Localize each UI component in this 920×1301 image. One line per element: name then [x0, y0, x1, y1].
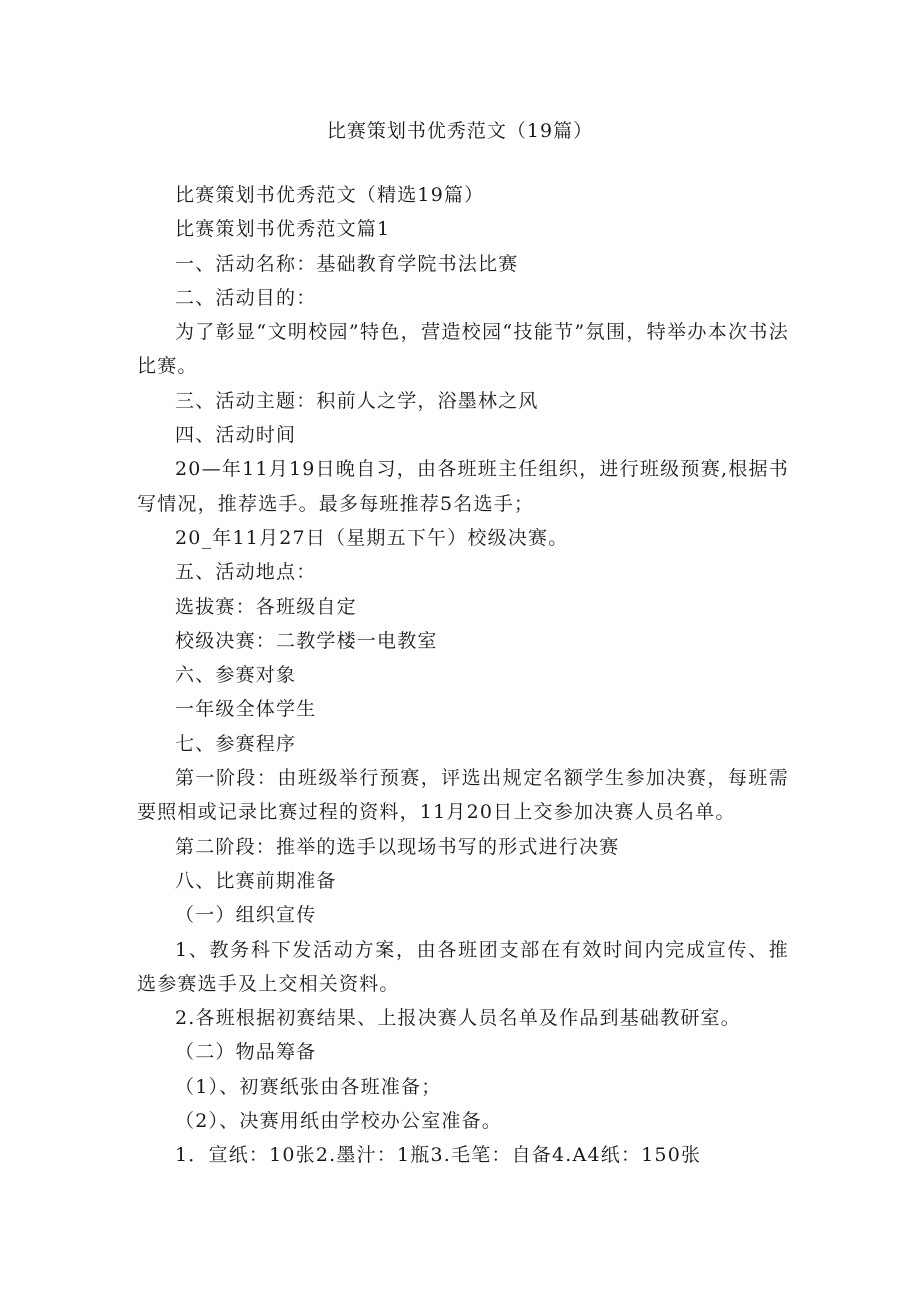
paragraph-subtitle: 比赛策划书优秀范文（精选19篇） [175, 184, 485, 206]
paragraph-stage-two: 第二阶段：推举的选手以现场书写的形式进行决赛 [175, 835, 620, 858]
paragraph-supplies-list: 1．宣纸：10张2.墨汁：1瓶3.毛笔：自备4.A4纸：150张 [175, 1144, 702, 1167]
paragraph-publicity-1: 1、教务科下发活动方案，由各班团支部在有效时间内完成宣传、推选参赛选手及上交相关资料。 [137, 938, 789, 995]
paragraph-location-final: 校级决赛：二教学楼一电教室 [175, 629, 438, 652]
document-title: 比赛策划书优秀范文（19篇） [326, 120, 594, 142]
paragraph-time-heading: 四、活动时间 [175, 424, 297, 447]
paragraph-supplies-heading: （二）物品筹备 [175, 1041, 317, 1064]
document-body [137, 178, 789, 1173]
paragraph-time-final: 20_年11月27日（星期五下午）校级决赛。 [175, 526, 569, 549]
paragraph-procedure-heading: 七、参赛程序 [175, 732, 297, 755]
paragraph-purpose-heading: 二、活动目的： [175, 286, 317, 309]
paragraph-theme: 三、活动主题：积前人之学，浴墨林之风 [175, 389, 539, 412]
paragraph-publicity-heading: （一）组织宣传 [175, 904, 317, 927]
paragraph-location-heading: 五、活动地点： [175, 561, 317, 584]
paragraph-location-prelim: 选拔赛：各班级自定 [175, 595, 357, 618]
paragraph-participants-heading: 六、参赛对象 [175, 664, 297, 687]
paragraph-participants: 一年级全体学生 [175, 698, 317, 721]
paragraph-supplies-2: （2）、决赛用纸由学校办公室准备。 [175, 1110, 502, 1133]
paragraph-preparation-heading: 八、比赛前期准备 [175, 869, 337, 892]
paragraph-section-heading: 比赛策划书优秀范文篇1 [175, 218, 391, 241]
paragraph-publicity-2: 2.各班根据初赛结果、上报决赛人员名单及作品到基础教研室。 [175, 1007, 741, 1030]
paragraph-purpose: 为了彰显“文明校园”特色，营造校园“技能节”氛围，特举办本次书法比赛。 [137, 321, 789, 378]
paragraph-activity-name: 一、活动名称：基础教育学院书法比赛 [175, 252, 519, 275]
paragraph-stage-one: 第一阶段：由班级举行预赛，评选出规定名额学生参加决赛，每班需要照相或记录比赛过程的资料，11月20日上交参加决赛人员名单。 [137, 767, 789, 824]
paragraph-time-prelim: 20—年11月19日晚自习，由各班班主任组织，进行班级预赛,根据书写情况，推荐选手。最多每班推荐5名选手； [137, 458, 789, 515]
paragraph-supplies-1: （1）、初赛纸张由各班准备； [175, 1075, 442, 1098]
